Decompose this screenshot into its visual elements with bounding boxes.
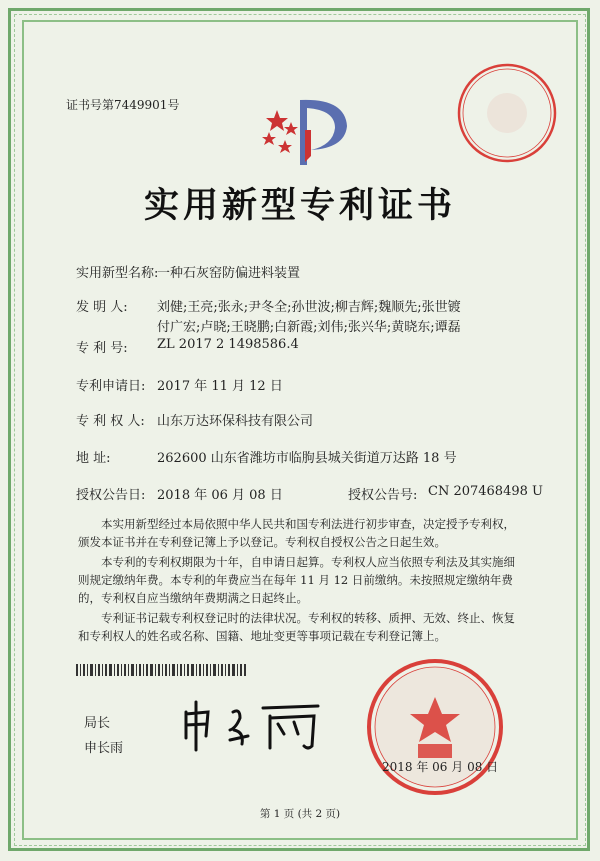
paragraph-3: 专利证书记载专利权登记时的法律状况。专利权的转移、质押、无效、终止、恢复和专利权人的姓名或名称、国籍、地址变更等事项记载在专利登记簿上。 <box>78 611 515 643</box>
certificate-title: 实用新型专利证书 <box>143 186 456 226</box>
patent-office-logo <box>255 70 355 170</box>
filing-date-value: 2017 年 11 月 12 日 <box>157 379 283 394</box>
grant-number-label: 授权公告号: <box>348 488 418 503</box>
patent-number-value: ZL 2017 2 1498586.4 <box>157 337 299 352</box>
patentee-label: 专 利 权 人: <box>76 414 145 429</box>
tax-seal-stamp <box>452 58 562 168</box>
inventors-line-1: 刘健;王亮;张永;尹冬全;孙世波;柳吉辉;魏顺先;张世镀 <box>157 300 461 315</box>
official-seal-stamp <box>360 652 510 802</box>
filing-date-label: 专利申请日: <box>76 379 146 394</box>
director-name: 申长雨 <box>84 741 124 756</box>
inventor-label: 发 明 人: <box>76 300 128 315</box>
model-name-label: 实用新型名称: <box>76 266 159 281</box>
page-footer: 第 1 页 (共 2 页) <box>259 808 341 820</box>
model-name-value: 一种石灰窑防偏进料装置 <box>157 266 301 281</box>
director-signature <box>178 700 328 755</box>
seal-date: 2018 年 06 月 08 日 <box>382 760 499 774</box>
patent-number-label: 专 利 号: <box>76 341 128 356</box>
patentee-value: 山东万达环保科技有限公司 <box>157 414 314 429</box>
paragraph-2: 本专利的专利权期限为十年，自申请日起算。专利权人应当依照专利法及其实施细则规定缴纳年费。本专利的年费应当在每年 11 月 12 日前缴纳。未按照规定缴纳年费的，专利权自应当缴纳年费期满之日起终止。 <box>78 555 515 605</box>
address-value: 262600 山东省潍坊市临朐县城关街道万达路 18 号 <box>157 451 457 466</box>
address-label: 地 址: <box>76 451 111 466</box>
paragraph-1: 本实用新型经过本局依照中华人民共和国专利法进行初步审查，决定授予专利权，颁发本证书并在专利登记簿上予以登记。专利权自授权公告之日起生效。 <box>78 517 515 549</box>
barcode <box>76 664 246 676</box>
grant-date-label: 授权公告日: <box>76 488 146 503</box>
grant-number-value: CN 207468498 U <box>428 484 543 499</box>
grant-date-value: 2018 年 06 月 08 日 <box>157 488 283 503</box>
certificate-number: 证书号第7449901号 <box>66 98 180 112</box>
director-title: 局长 <box>84 716 111 731</box>
inventors-line-2: 付广宏;卢晓;王晓鹏;白新霞;刘伟;张兴华;黄晓东;谭磊 <box>157 320 461 335</box>
